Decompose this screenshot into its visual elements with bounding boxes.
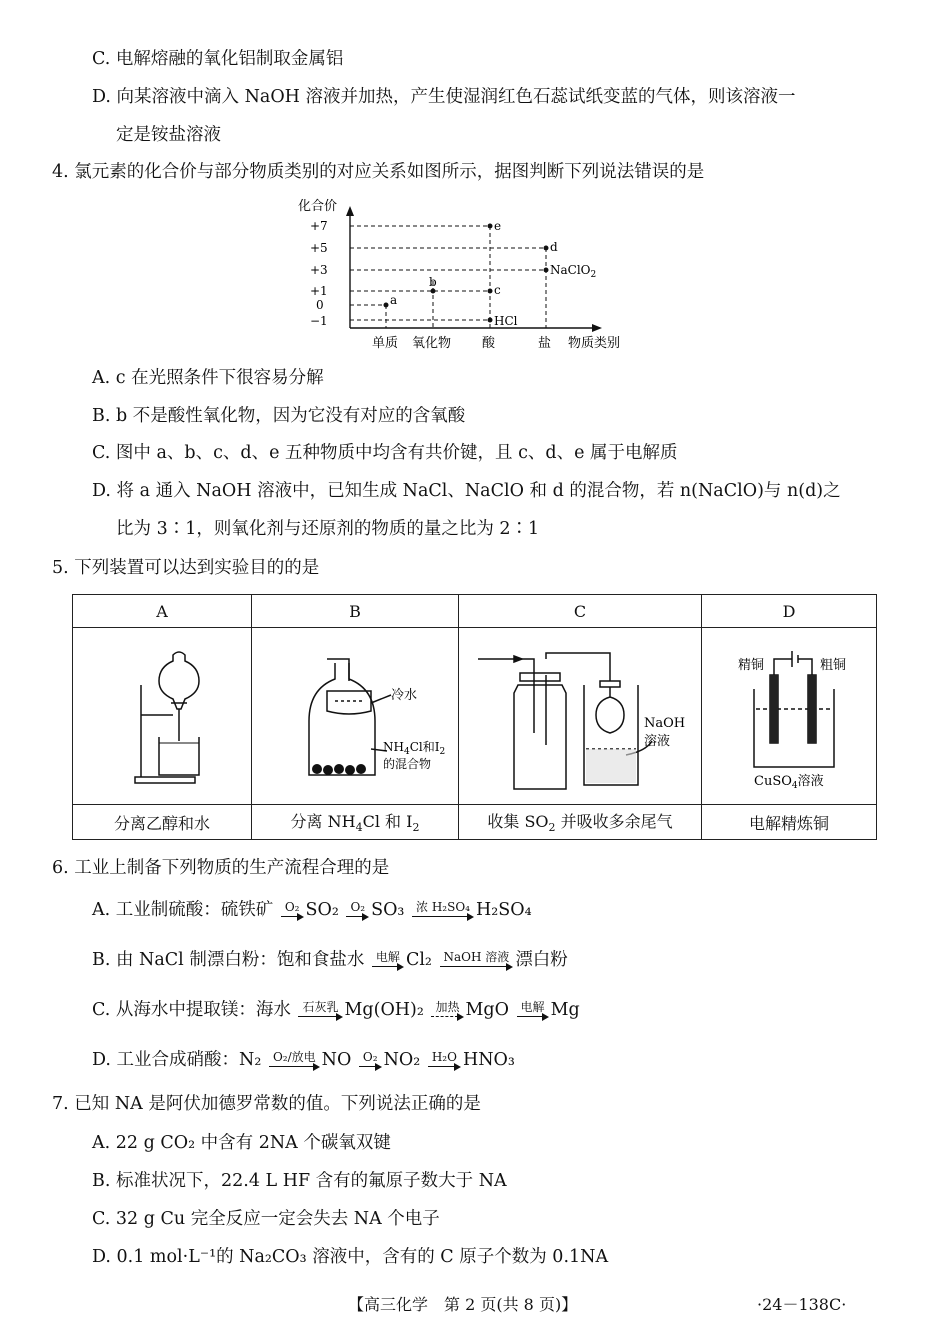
xcat: 氧化物 <box>412 336 452 351</box>
apparatus-table <box>72 594 877 840</box>
header-c: C <box>459 595 702 628</box>
q3-option-d-line1: D. 向某溶液中滴入 NaOH 溶液并加热，产生使湿润红色石蕊试纸变蓝的气体，则该溶液一 <box>92 87 796 107</box>
ytick: −1 <box>310 314 328 328</box>
q6-option-b: B. 由 NaCl 制漂白粉：饱和食盐水 电解 Cl₂ NaOH 溶液 漂白粉 <box>92 949 568 970</box>
label-mixture-1: $NH_4Cl$和$I_2$ <box>383 740 446 757</box>
label-mixture-2: 的混合物 <box>383 757 432 771</box>
q6-option-d: D. 工业合成硝酸：N₂ O₂/放电 NO O₂ NO₂ H₂O HNO₃ <box>92 1049 515 1070</box>
apparatus-c <box>459 628 702 805</box>
label-cuso4: CuSO$_4$溶液 <box>754 774 824 791</box>
ytick: +7 <box>310 219 328 233</box>
q7-option-d: D. 0.1 mol·L⁻¹的 Na₂CO₃ 溶液中，含有的 C 原子个数为 0.1NA <box>92 1247 609 1267</box>
q4-option-d-line2: 比为 3∶1，则氧化剂与还原剂的物质的量之比为 2∶1 <box>116 519 540 539</box>
q4-option-a: A. c 在光照条件下很容易分解 <box>92 368 324 388</box>
q7-option-c: C. 32 g Cu 完全反应一定会失去 NA 个电子 <box>92 1209 440 1229</box>
label-e: e <box>494 219 502 233</box>
xcat: 酸 <box>482 336 496 351</box>
xcat: 单质 <box>372 336 399 351</box>
point-hcl <box>488 318 493 323</box>
caption-c: 收集 $SO_2$ 并吸收多余尾气 <box>459 805 702 840</box>
q5-stem: 5. 下列装置可以达到实验目的的是 <box>52 558 320 578</box>
ytick: +5 <box>310 241 328 255</box>
header-d: D <box>702 595 877 628</box>
ytick: 0 <box>316 298 324 312</box>
label-naoh: NaOH <box>644 716 686 731</box>
sublimation-flask-diagram <box>255 629 455 799</box>
ytick: +1 <box>310 284 328 298</box>
q4-option-b: B. b 不是酸性氧化物，因为它没有对应的含氧酸 <box>92 406 466 426</box>
q6-stem: 6. 工业上制备下列物质的生产流程合理的是 <box>52 858 390 878</box>
point-a <box>384 303 389 308</box>
caption-a: 分离乙醇和水 <box>73 805 252 840</box>
apparatus-d <box>702 628 877 805</box>
chlorine-valence-chart <box>290 194 650 356</box>
page-footer: 【高三化学 第 2 页(共 8 页)】 <box>348 1295 578 1314</box>
electrolysis-diagram <box>704 629 874 799</box>
point-e <box>488 224 493 229</box>
separatory-funnel-diagram <box>77 629 247 799</box>
label-solution: 溶液 <box>644 734 671 749</box>
q7-stem: 7. 已知 NA 是阿伏加德罗常数的值。下列说法正确的是 <box>52 1094 481 1114</box>
label-d: d <box>550 240 558 254</box>
point-c <box>488 289 493 294</box>
label-pure-copper: 精铜 <box>738 658 765 673</box>
label-naclo2: NaClO$_2$ <box>550 263 597 280</box>
gas-collection-diagram <box>462 629 698 799</box>
header-a: A <box>73 595 252 628</box>
q4-stem: 4. 氯元素的化合价与部分物质类别的对应关系如图所示，据图判断下列说法错误的是 <box>52 162 705 182</box>
point-naclo2 <box>544 268 549 273</box>
xcat: 盐 <box>538 336 552 351</box>
q4-option-c: C. 图中 a、b、c、d、e 五种物质中均含有共价键，且 c、d、e 属于电解质 <box>92 443 678 463</box>
label-a: a <box>390 293 398 307</box>
label-b: b <box>429 275 437 289</box>
label-c: c <box>494 283 501 297</box>
q6-option-a: A. 工业制硫酸：硫铁矿 O₂ SO₂ O₂ SO₃ 浓 H₂SO₄ H₂SO₄ <box>92 899 532 920</box>
apparatus-b <box>252 628 459 805</box>
apparatus-a <box>73 628 252 805</box>
q7-option-b: B. 标准状况下，22.4 L HF 含有的氟原子数大于 NA <box>92 1171 507 1191</box>
header-b: B <box>252 595 459 628</box>
point-d <box>544 246 549 251</box>
y-axis-label: 化合价 <box>298 199 338 214</box>
q6-option-c: C. 从海水中提取镁：海水 石灰乳 Mg(OH)₂ 加热 MgO 电解 Mg <box>92 999 580 1020</box>
x-axis-label: 物质类别 <box>568 336 621 351</box>
caption-d: 电解精炼铜 <box>702 805 877 840</box>
point-b <box>431 289 436 294</box>
exam-code: ·24－138C· <box>757 1295 847 1314</box>
caption-b: 分离 $NH_4Cl$ 和 $I_2$ <box>252 805 459 840</box>
q4-option-d-line1: D. 将 a 通入 NaOH 溶液中，已知生成 NaCl、NaClO 和 d 的混合物，若 n(NaClO)与 n(d)之 <box>92 481 841 501</box>
q3-option-c: C. 电解熔融的氧化铝制取金属铝 <box>92 49 344 69</box>
ytick: +3 <box>310 263 328 277</box>
label-cold-water: 冷水 <box>391 688 418 703</box>
q7-option-a: A. 22 g CO₂ 中含有 2NA 个碳氧双键 <box>92 1133 391 1153</box>
q3-option-d-line2: 定是铵盐溶液 <box>116 125 221 145</box>
label-crude-copper: 粗铜 <box>820 658 847 673</box>
label-hcl: HCl <box>494 314 518 328</box>
